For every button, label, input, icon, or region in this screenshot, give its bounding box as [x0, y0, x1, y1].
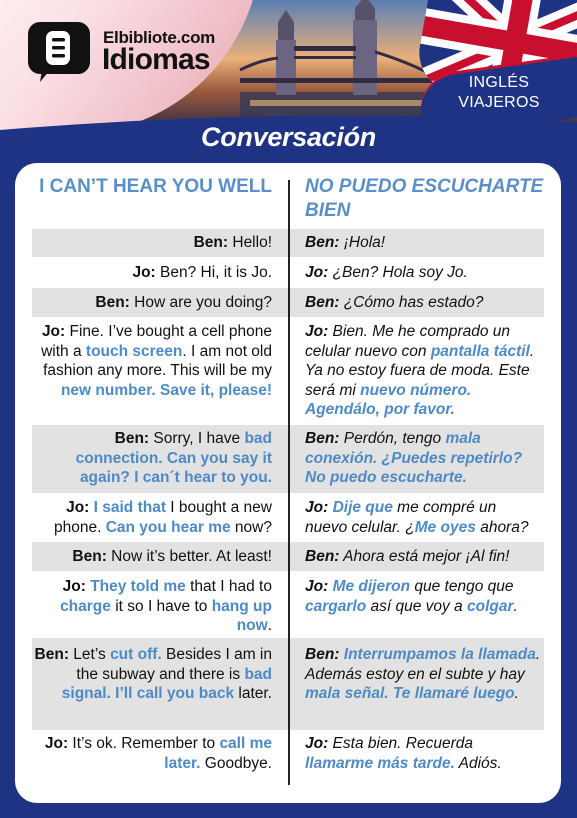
dialogue-text: It’s ok. Remember to	[68, 735, 220, 752]
dialogue-text: ¿Ben? Hola soy Jo.	[328, 264, 468, 281]
speaker-name: Jo:	[305, 735, 329, 752]
highlighted-phrase: They told me	[90, 578, 186, 595]
dialogue-text: Goodbye.	[200, 754, 272, 772]
speaker-name: Ben:	[193, 234, 229, 251]
speaker-name: Ben:	[305, 548, 340, 565]
speaker-name: Ben:	[305, 430, 340, 447]
dialogue-line-spanish	[305, 498, 541, 537]
highlighted-phrase: Me dijeron	[332, 578, 411, 595]
highlighted-phrase: nuevo número. Agendálo, por favor.	[305, 381, 472, 418]
highlighted-phrase: llamarme más tarde.	[305, 754, 455, 772]
speaker-name: Jo:	[41, 323, 66, 340]
highlighted-phrase: bad connection. Can you say it again? I can´t hear to you.	[75, 430, 272, 486]
dialogue-line-english	[34, 293, 272, 313]
speaker-name: Jo:	[62, 578, 86, 595]
dialogue-text: Hello!	[228, 234, 272, 251]
highlighted-phrase: cargarlo	[305, 597, 367, 615]
dialogue-line-spanish	[305, 263, 541, 283]
dialogue-line-spanish	[305, 577, 541, 616]
dialogue-text: Adiós.	[454, 754, 502, 772]
dialogue-line-spanish	[305, 233, 541, 253]
speaker-name: Jo:	[305, 323, 329, 340]
dialogue-text: ¡Hola!	[339, 234, 386, 251]
speaker-name: Ben:	[34, 646, 69, 663]
dialogue-text: .	[513, 597, 518, 615]
dialogue-text: Now it’s better. At least!	[106, 548, 272, 565]
highlighted-phrase: I said that	[93, 499, 166, 516]
highlighted-phrase: charge	[60, 597, 111, 615]
dialogue-text: Sorry, I have	[149, 430, 245, 447]
dialogue-line-english	[34, 577, 272, 636]
dialogue-text: it so I have to	[110, 597, 212, 615]
dialogue-text: Esta bien. Recuerda	[328, 735, 474, 752]
dialogue-line-english	[34, 429, 272, 488]
highlighted-phrase: bad signal. I’ll call you back	[61, 665, 272, 702]
spanish-column-title: NO PUEDO ESCUCHARTE BIEN	[305, 176, 544, 221]
highlighted-phrase: mala conexión. ¿Puedes repetirlo? No puedo escucharte.	[305, 430, 523, 486]
highlighted-phrase: cut off.	[110, 646, 162, 663]
category-badge	[439, 73, 559, 113]
dialogue-text: How are you doing?	[129, 294, 272, 311]
dialogue-line-spanish	[305, 734, 541, 773]
highlighted-phrase: new number. Save it, please!	[60, 381, 272, 399]
speaker-name: Jo:	[305, 578, 329, 595]
highlighted-phrase: call me later.	[164, 735, 272, 772]
dialogue-line-english	[34, 734, 272, 773]
speaker-name: Ben:	[72, 548, 107, 565]
highlighted-phrase: Dije que	[332, 499, 393, 516]
dialogue-text: . I am not old fashion any more. This will be my	[43, 342, 272, 379]
dialogue-text: Bien. Me he comprado un celular nuevo con	[305, 323, 511, 360]
dialogue-text: ¿Cómo has estado?	[339, 294, 484, 311]
dialogue-text: .	[267, 617, 272, 634]
dialogue-line-english	[34, 547, 272, 567]
badge-language: INGLÉS	[468, 74, 530, 91]
speaker-name: Jo:	[44, 735, 69, 752]
dialogue-text: I bought a new phone.	[54, 499, 272, 536]
speaker-name: Ben:	[305, 294, 340, 311]
dialogue-line-english	[34, 263, 272, 283]
column-divider	[288, 180, 290, 785]
speaker-name: Jo:	[66, 499, 90, 516]
highlighted-phrase: Can you hear me	[105, 518, 231, 536]
dialogue-line-spanish	[305, 293, 541, 313]
dialogue-text: Perdón, tengo	[339, 430, 446, 447]
highlighted-phrase: pantalla táctil	[430, 342, 530, 360]
highlighted-phrase: hang up now	[211, 597, 272, 634]
english-column-title: I CAN’T HEAR YOU WELL	[39, 176, 272, 197]
speaker-name: Jo:	[305, 499, 329, 516]
dialogue-line-spanish	[305, 429, 541, 488]
brand-name: Elbibliote.com	[103, 28, 215, 47]
speaker-name: Ben:	[114, 430, 150, 447]
dialogue-line-spanish	[305, 645, 541, 704]
dialogue-line-english	[34, 322, 272, 400]
dialogue-text: Let’s	[68, 646, 111, 663]
highlighted-phrase: mala señal. Te llamaré luego	[305, 685, 515, 702]
header-banner	[0, 0, 577, 130]
dialogue-line-english	[34, 645, 272, 704]
highlighted-phrase: colgar	[466, 597, 514, 615]
dialogue-text: así que voy a	[366, 597, 467, 615]
speaker-name: Ben:	[305, 234, 340, 251]
dialogue-text: me compré un nuevo celular. ¿	[305, 499, 497, 536]
dialogue-text: que tengo que	[410, 578, 514, 595]
dialogue-text: later.	[234, 685, 272, 702]
dialogue-text: Fine. I’ve bought a cell phone with a	[41, 323, 272, 360]
dialogue-text: ahora?	[475, 518, 529, 536]
dialogue-text: .	[514, 685, 519, 702]
dialogue-text: now?	[230, 518, 272, 536]
highlighted-phrase: touch screen	[85, 342, 183, 360]
dialogue-line-spanish	[305, 322, 541, 420]
dialogue-line-english	[34, 233, 272, 253]
dialogue-text: . Además estoy en el subte y hay	[305, 646, 541, 683]
highlighted-phrase: Me oyes	[414, 518, 476, 536]
dialogue-line-spanish	[305, 547, 541, 567]
speaker-name: Jo:	[132, 264, 156, 281]
badge-topic: VIAJEROS	[458, 94, 540, 111]
dialogue-text: Ben? Hi, it is Jo.	[155, 264, 272, 281]
page-title: Conversación	[201, 122, 376, 152]
speaker-name: Jo:	[305, 264, 329, 281]
brand-subtitle: Idiomas	[102, 43, 210, 76]
dialogue-line-english	[34, 498, 272, 537]
elbibliote-logo-icon	[24, 18, 98, 84]
highlighted-phrase: Interrumpamos la llamada	[343, 646, 536, 663]
dialogue-text: Ahora está mejor ¡Al fin!	[339, 548, 510, 565]
dialogue-text: that I had to	[185, 578, 272, 595]
dialogue-text: Besides I am in the subway and there is	[76, 646, 272, 683]
speaker-name: Ben:	[305, 646, 340, 663]
speaker-name: Ben:	[95, 294, 130, 311]
dialogue-text: . Ya no estoy fuera de moda. Este será mi	[305, 342, 535, 399]
